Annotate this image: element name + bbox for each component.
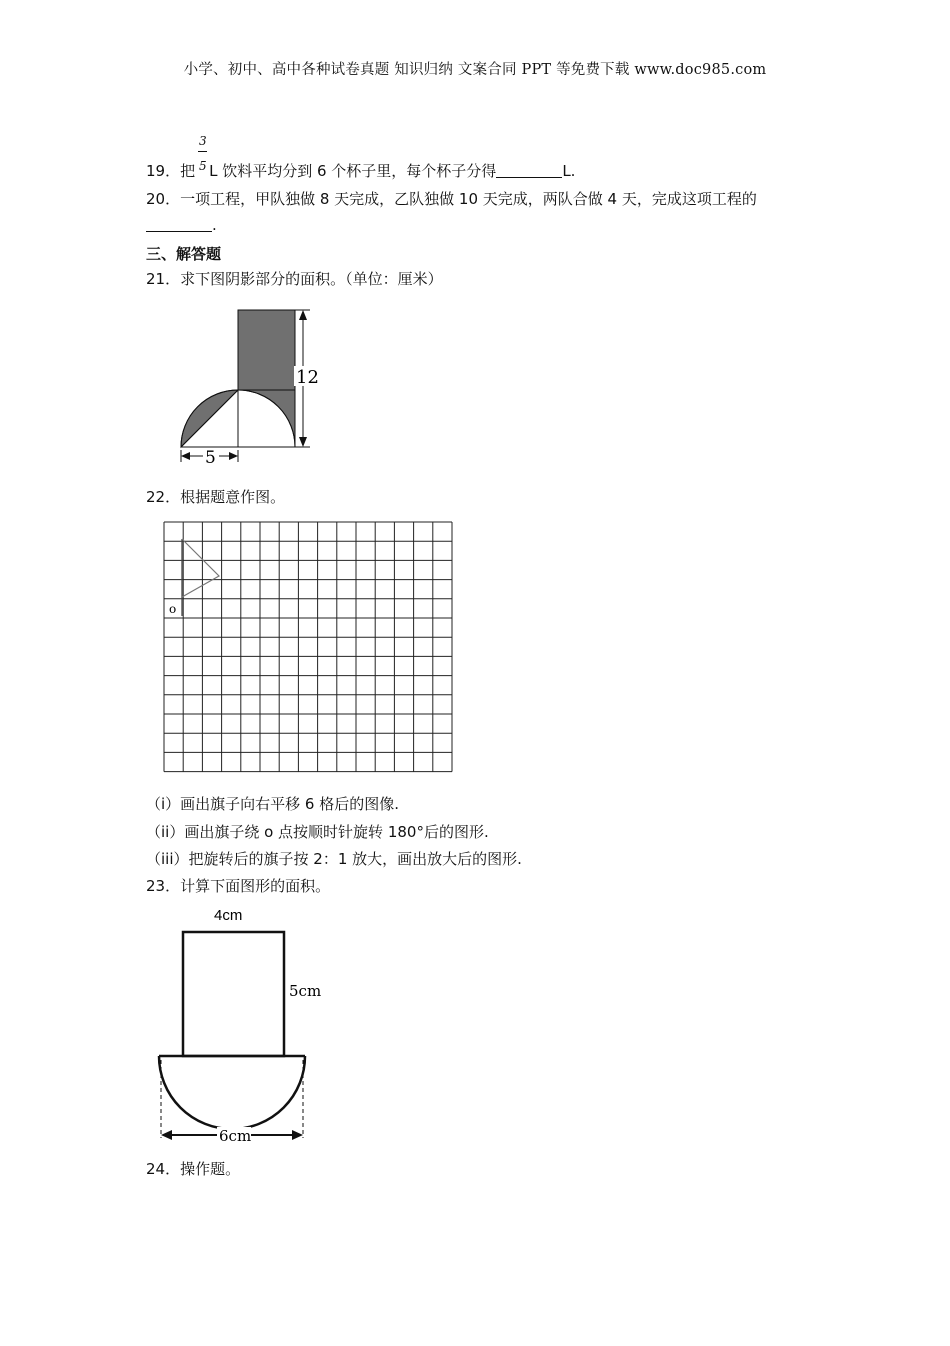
- section-title: 三、解答题: [146, 245, 222, 263]
- page-header: 小学、初中、高中各种试卷真题 知识归纳 文案合同 PPT 等免费下载 www.doc985.com: [183, 62, 767, 78]
- q23-semicircle: [159, 1056, 305, 1129]
- q23-figure: [150, 900, 330, 1150]
- q19-answer-blank: [496, 163, 562, 178]
- q19-fraction-numerator: 3: [199, 134, 207, 148]
- q22-subquestion-1: （i）画出旗子向右平移 6 格后的图像.: [146, 795, 400, 813]
- q23-arrow-left-icon: [161, 1130, 172, 1140]
- q21-arrow-right-icon: [229, 452, 238, 460]
- q20-answer-line: [146, 216, 217, 234]
- q22-subquestion-2: （ii）画出旗子绕 o 点按顺时针旋转 180°后的图形.: [146, 823, 489, 841]
- q22-point-o-label: o: [169, 602, 177, 616]
- q21-height-label: 12: [296, 367, 319, 388]
- q20-answer-blank: [146, 217, 212, 232]
- q21-arrow-up-icon: [299, 310, 307, 320]
- q22-grid: [164, 522, 452, 772]
- question-20: 20．一项工程，甲队独做 8 天完成，乙队独做 10 天完成，两队合做 4 天，完成这项工程的: [146, 190, 757, 208]
- q19-suffix: L.: [562, 162, 576, 180]
- q23-width-label: 4cm: [214, 907, 243, 924]
- q21-shaded-rectangle: [238, 310, 295, 390]
- q21-arrow-down-icon: [299, 437, 307, 447]
- q23-height-label: 5cm: [289, 982, 322, 1000]
- q20-suffix: .: [212, 216, 217, 234]
- q21-radius-label: 5: [205, 448, 216, 468]
- q19-fraction-bar: [198, 151, 207, 152]
- q19-mid: L 饮料平均分到 6 个杯子里，每个杯子分得: [209, 162, 497, 180]
- q22-grid-figure: [160, 518, 458, 782]
- q19-fraction-denominator: 5: [199, 159, 207, 173]
- q22-subquestion-3: （iii）把旋转后的旗子按 2：1 放大，画出放大后的图形.: [146, 850, 522, 868]
- question-19: [146, 160, 575, 181]
- q23-bottom-label: 6cm: [219, 1127, 252, 1145]
- question-22: 22．根据题意作图。: [146, 488, 286, 506]
- q21-arrow-left-icon: [181, 452, 190, 460]
- q23-arrow-right-icon: [292, 1130, 303, 1140]
- question-23: 23．计算下面图形的面积。: [146, 877, 331, 895]
- q22-flag-triangle: [182, 539, 219, 597]
- q21-figure: [170, 300, 330, 470]
- q23-rectangle: [183, 932, 284, 1056]
- q19-prefix: 19．把: [146, 162, 196, 180]
- question-21: 21．求下图阴影部分的面积。（单位：厘米）: [146, 270, 443, 288]
- q21-shaded-quarter-circle: [238, 390, 295, 447]
- question-24: 24．操作题。: [146, 1160, 241, 1178]
